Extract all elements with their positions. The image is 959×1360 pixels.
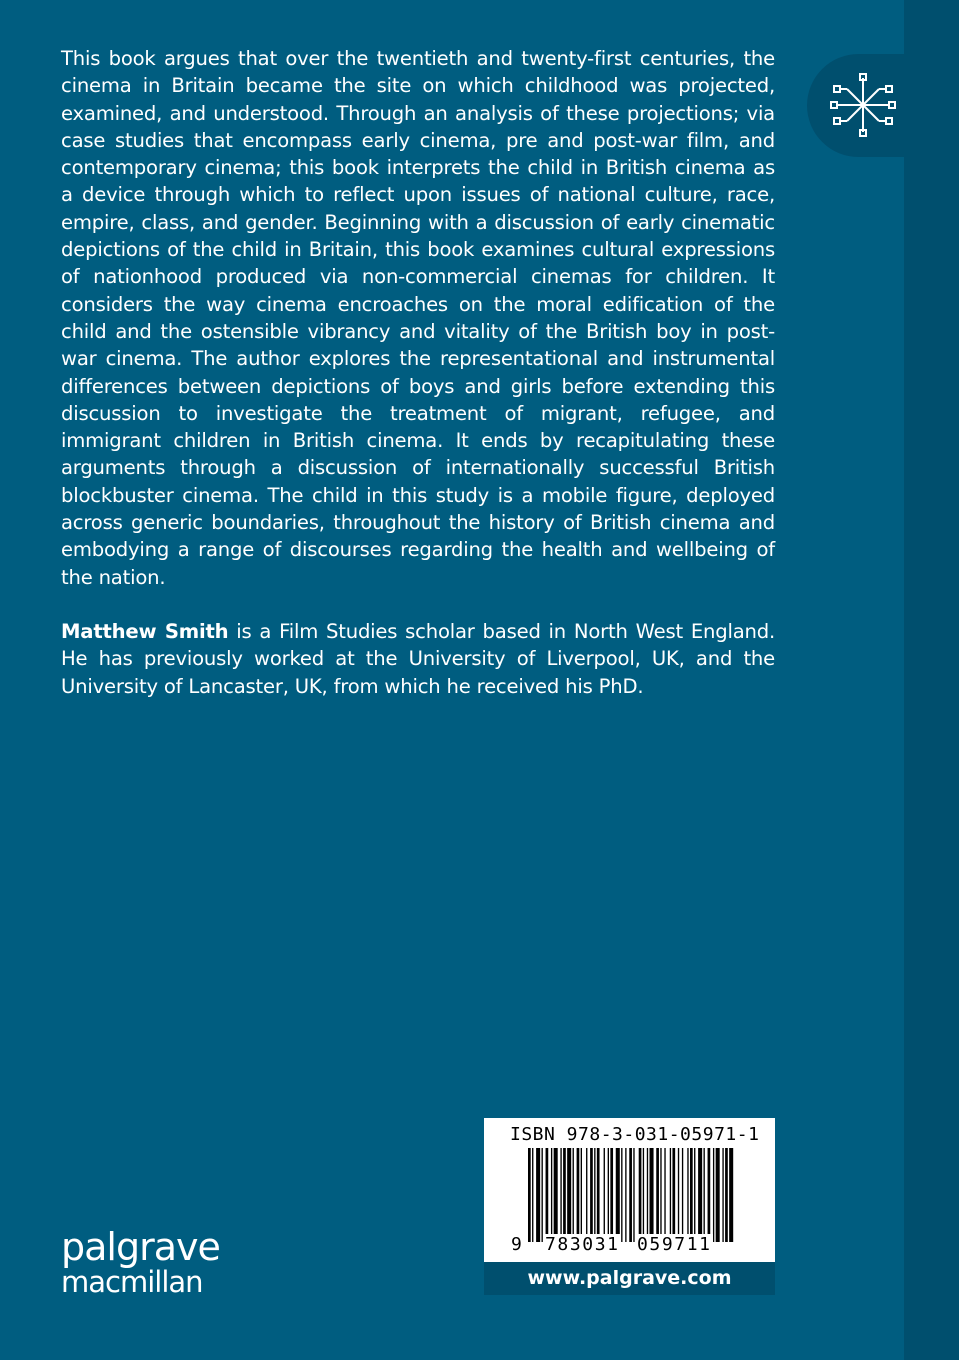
barcode-bar	[532, 1148, 533, 1242]
barcode-bar	[567, 1148, 571, 1242]
barcode-bar	[610, 1148, 613, 1242]
barcode-bar	[594, 1148, 595, 1242]
publisher-line2: macmillan	[61, 1265, 203, 1299]
barcode-bar	[590, 1148, 593, 1242]
barcode-bar	[604, 1148, 605, 1242]
barcode-bar	[713, 1148, 714, 1242]
barcode-bar	[650, 1148, 654, 1242]
author-bio-text: is a Film Studies scholar based in North West England. He has previously worked at the University of Liverpool, UK, and the University of Lancaster, UK, from which he received his PhD.	[61, 619, 775, 698]
publisher-website: www.palgrave.com	[484, 1262, 775, 1295]
barcode-bar	[704, 1148, 705, 1242]
barcode-bar	[546, 1148, 549, 1242]
barcode-bar	[639, 1148, 642, 1242]
barcode-bar	[560, 1148, 561, 1242]
barcode-bar	[621, 1148, 622, 1242]
author-bio	[61, 618, 775, 700]
publisher-line1: palgrave	[61, 1225, 220, 1269]
isbn-label: ISBN 978-3-031-05971-1	[510, 1124, 760, 1145]
barcode-bars	[484, 1146, 775, 1246]
barcode-bar	[725, 1148, 728, 1242]
barcode-bar	[694, 1148, 695, 1242]
barcode-digits-left: 783031	[545, 1234, 620, 1255]
barcode-bar	[597, 1148, 600, 1242]
isbn-barcode	[484, 1118, 775, 1262]
barcode-bar	[698, 1148, 702, 1242]
publisher-logo	[61, 1225, 220, 1299]
logo-tab	[807, 54, 907, 157]
barcode-bar	[678, 1148, 679, 1242]
barcode-digit-lead: 9	[511, 1234, 524, 1255]
author-name: Matthew Smith	[61, 619, 229, 643]
barcode-bar	[577, 1148, 580, 1242]
spine-strip	[904, 0, 959, 1360]
barcode-digits	[484, 1234, 775, 1256]
barcode-bar	[670, 1148, 671, 1242]
barcode-bar	[682, 1148, 683, 1242]
barcode-bar	[625, 1148, 626, 1242]
barcode-bar	[554, 1148, 558, 1242]
barcode-bar	[629, 1148, 632, 1242]
barcode-bar	[536, 1148, 540, 1242]
book-summary: This book argues that over the twentieth and twenty-first centuries, the cinema in Britain became the site on which childhood was projected, examined, and understood. Through an analysis of these projections; via case studies that encompass early cinema, pre and post-war film, and contemporary cinema; this book interprets the child in British cinema as a device through which to reflect upon issues of national culture, race, empire, class, and gender. Beginning with a discussion of early cinematic depictions of the child in Britain, this book examines cultural expressions of nationhood produced via non-commercial cinemas for children. It considers the way cinema encroaches on the moral edification of the child and the ostensible vibrancy and vitality of the British boy in post-war cinema. The author explores the representational and instrumental differences between depictions of boys and girls before extending this discussion to investigate the treatment of migrant, refugee, and immigrant children in British cinema. It ends by recapitulating these arguments through a discussion of internationally successful British blockbuster cinema. The child in this study is a mobile figure, deployed across generic boundaries, throughout the history of British cinema and embodying a range of discourses regarding the health and wellbeing of the nation.	[61, 47, 775, 589]
barcode-bar	[643, 1148, 644, 1242]
barcode-bar	[616, 1148, 620, 1242]
barcode-bar	[672, 1148, 675, 1242]
barcode-bar	[716, 1148, 720, 1242]
barcode-bar	[633, 1148, 634, 1242]
barcode-bar	[664, 1148, 665, 1242]
barcode-bar	[581, 1148, 582, 1242]
barcode-bar	[551, 1148, 552, 1242]
barcode-bar	[660, 1148, 661, 1242]
barcode-bar	[647, 1148, 648, 1242]
barcode-bar	[687, 1148, 688, 1242]
barcode-bar	[729, 1148, 733, 1242]
barcode-bar	[563, 1148, 566, 1242]
back-cover-blurb	[61, 45, 775, 700]
palgrave-network-icon	[823, 66, 903, 144]
barcode-bar	[573, 1148, 574, 1242]
barcode-bar	[690, 1148, 693, 1242]
barcode-bar	[528, 1148, 531, 1242]
barcode-bar	[542, 1148, 543, 1242]
barcode-bar	[608, 1148, 609, 1242]
barcode-bar	[586, 1148, 587, 1242]
barcode-bar	[722, 1148, 723, 1242]
barcode-digits-right: 059711	[637, 1234, 712, 1255]
barcode-bar	[656, 1148, 659, 1242]
barcode-bar	[708, 1148, 711, 1242]
